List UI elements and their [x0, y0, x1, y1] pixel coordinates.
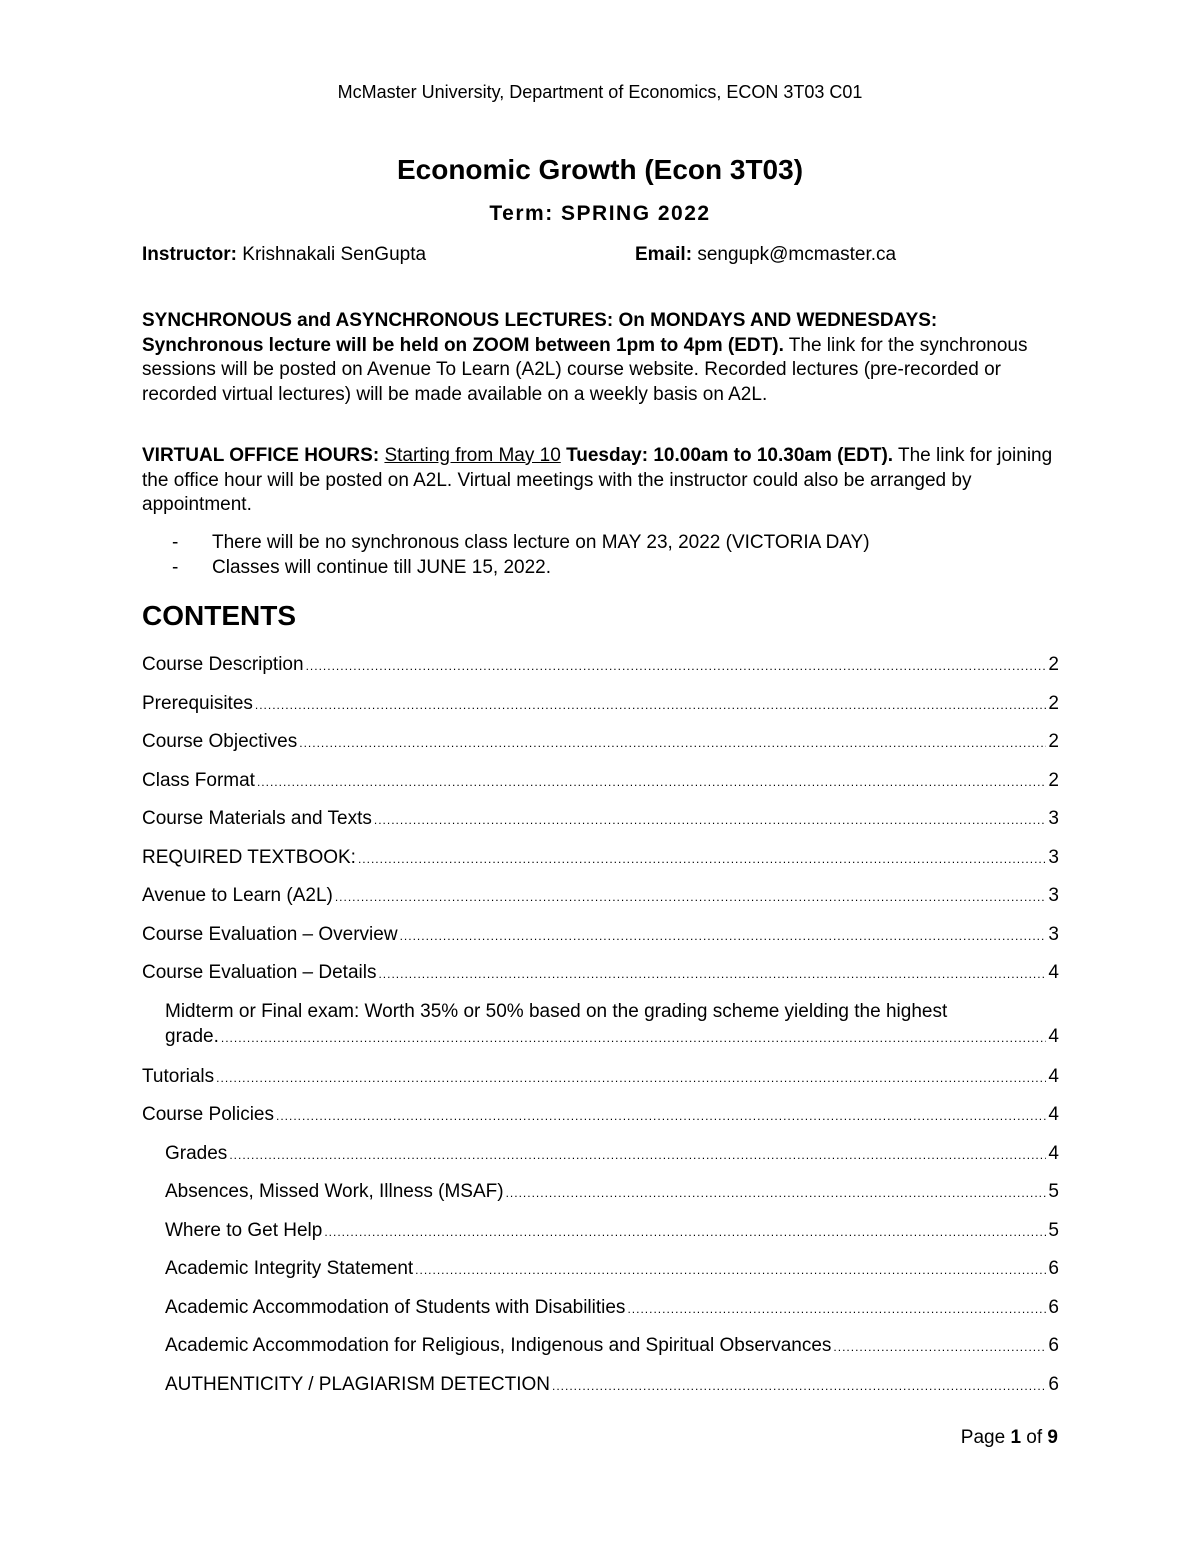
list-item-text: There will be no synchronous class lecture on MAY 23, 2022 (VICTORIA DAY) — [212, 532, 870, 553]
toc-entry-page: 3 — [1048, 885, 1059, 906]
toc-entry-page: 4 — [1048, 1104, 1059, 1125]
list-item — [172, 530, 1062, 555]
document-title: Economic Growth (Econ 3T03) — [396, 154, 804, 185]
toc-entry-page: 3 — [1048, 923, 1059, 945]
toc-entry-title: Midterm or Final exam: Worth 35% or 50% based on the grading scheme yielding the highest — [165, 1000, 948, 1022]
toc-entry-title: Course Evaluation – Details — [142, 962, 377, 983]
instructor-row — [142, 244, 1062, 266]
lectures-paragraph — [142, 309, 1062, 407]
toc-entry-course-description[interactable] — [142, 652, 1059, 691]
instructor-label: Instructor: — [142, 244, 237, 265]
toc-entry-page: 6 — [1048, 1296, 1059, 1318]
toc-entry-where-to-get-help[interactable] — [165, 1218, 1059, 1257]
toc-entry-page: 3 — [1048, 808, 1059, 829]
toc-entry-course-objectives[interactable] — [142, 729, 1059, 768]
toc-entry-title-continued: grade. — [165, 1025, 219, 1047]
page-current: 1 — [1010, 1427, 1022, 1448]
toc-entry-page: 4 — [1048, 1065, 1059, 1087]
toc-entry-accommodation-religious[interactable] — [165, 1333, 1059, 1372]
toc-entry-course-materials[interactable] — [142, 806, 1059, 845]
toc-entry-class-format[interactable] — [142, 768, 1059, 807]
toc-entry-grades[interactable] — [165, 1141, 1059, 1180]
toc-entry-page: 4 — [1048, 1142, 1059, 1164]
page-header: McMaster University, Department of Economics, ECON 3T03 C01 — [337, 82, 863, 102]
toc-entry-tutorials[interactable] — [142, 1064, 1059, 1103]
toc-entry-academic-integrity[interactable] — [165, 1256, 1059, 1295]
email-label: Email: — [635, 244, 693, 265]
toc-entry-title: Academic Accommodation for Religious, Indigenous and Spiritual Observances — [165, 1335, 832, 1356]
toc-entry-page: 6 — [1048, 1258, 1059, 1279]
bullet-dash: - — [172, 532, 179, 553]
toc-entry-title: Prerequisites — [142, 692, 253, 714]
toc-entry-title: AUTHENTICITY / PLAGIARISM DETECTION — [165, 1373, 550, 1395]
toc-entry-title: Academic Integrity Statement — [165, 1258, 414, 1279]
toc-entry-midterm-final-exam[interactable] — [165, 999, 1059, 1064]
toc-entry-title: Academic Accommodation of Students with Disabilities — [165, 1296, 626, 1318]
toc-entry-title: Absences, Missed Work, Illness (MSAF) — [165, 1181, 504, 1202]
toc-entry-authenticity[interactable] — [165, 1372, 1059, 1411]
toc-entry-accommodation-disabilities[interactable] — [165, 1295, 1059, 1334]
toc-entry-evaluation-details[interactable] — [142, 960, 1059, 999]
toc-entry-page: 2 — [1048, 731, 1059, 752]
toc-entry-absences[interactable] — [165, 1179, 1059, 1218]
term-line: Term: SPRING 2022 — [489, 202, 711, 225]
list-item — [172, 555, 1062, 580]
toc-entry-title: Class Format — [142, 769, 255, 791]
toc-entry-page: 2 — [1048, 769, 1059, 791]
toc-entry-title: Avenue to Learn (A2L) — [142, 885, 333, 906]
toc-entry-page: 5 — [1048, 1181, 1059, 1202]
lectures-text: The link for the synchronous sessions will be posted on Avenue To Learn (A2L) course website. Recorded lectures (pre-recorded or recorded virtual lectures) will be made available on a weekly basis on A2L. — [142, 334, 1028, 405]
office-hours-label: VIRTUAL OFFICE HOURS: — [142, 445, 380, 466]
page-total: 9 — [1047, 1427, 1058, 1448]
office-hours-text: The link for joining the office hour will be posted on A2L. Virtual meetings with the instructor could also be arranged by appointment. — [142, 445, 1053, 515]
toc-entry-page: 6 — [1048, 1335, 1059, 1356]
page-number — [961, 1427, 1058, 1449]
toc-entry-page: 4 — [1048, 962, 1059, 983]
list-item-text: Classes will continue till JUNE 15, 2022. — [212, 557, 551, 578]
toc-entry-avenue-to-learn[interactable] — [142, 883, 1059, 922]
lectures-bold: SYNCHRONOUS and ASYNCHRONOUS LECTURES: On MONDAYS AND WEDNESDAYS: Synchronous lecture will be held on ZOOM between 1pm to 4pm (EDT). — [142, 310, 938, 356]
page-prefix: Page — [960, 1427, 1011, 1448]
toc-entry-title: Where to Get Help — [165, 1219, 323, 1241]
toc-entry-page: 4 — [1048, 1025, 1059, 1047]
toc-entry-page: 3 — [1048, 846, 1059, 868]
toc-entry-title: Grades — [165, 1142, 228, 1164]
toc-entry-course-policies[interactable] — [142, 1102, 1059, 1141]
toc-entry-title: Tutorials — [142, 1065, 215, 1087]
instructor-info — [142, 244, 426, 265]
toc-entry-title: REQUIRED TEXTBOOK: — [142, 846, 356, 868]
table-of-contents — [142, 652, 1059, 1410]
email-address: sengupk@mcmaster.ca — [697, 244, 897, 265]
bullet-dash: - — [172, 557, 179, 578]
office-hours-paragraph — [142, 444, 1062, 518]
toc-entry-title: Course Evaluation – Overview — [142, 923, 398, 945]
page-mid: of — [1021, 1427, 1048, 1448]
office-hours-time: Tuesday: 10.00am to 10.30am (EDT). — [566, 445, 894, 466]
toc-entry-title: Course Description — [142, 654, 304, 675]
toc-entry-prerequisites[interactable] — [142, 691, 1059, 730]
notice-list — [172, 530, 1062, 580]
toc-entry-title: Course Policies — [142, 1104, 274, 1125]
toc-entry-page: 6 — [1048, 1373, 1059, 1395]
toc-entry-title: Course Materials and Texts — [142, 808, 372, 829]
toc-entry-required-textbook[interactable] — [142, 845, 1059, 884]
toc-entry-page: 2 — [1048, 654, 1059, 675]
office-hours-start: Starting from May 10 — [384, 445, 561, 466]
toc-entry-evaluation-overview[interactable] — [142, 922, 1059, 961]
contents-heading: CONTENTS — [142, 600, 296, 631]
toc-entry-page: 5 — [1048, 1219, 1059, 1241]
instructor-name: Krishnakali SenGupta — [242, 244, 427, 265]
email-info — [635, 244, 896, 266]
toc-entry-page: 2 — [1048, 692, 1059, 714]
toc-entry-title: Course Objectives — [142, 731, 298, 752]
